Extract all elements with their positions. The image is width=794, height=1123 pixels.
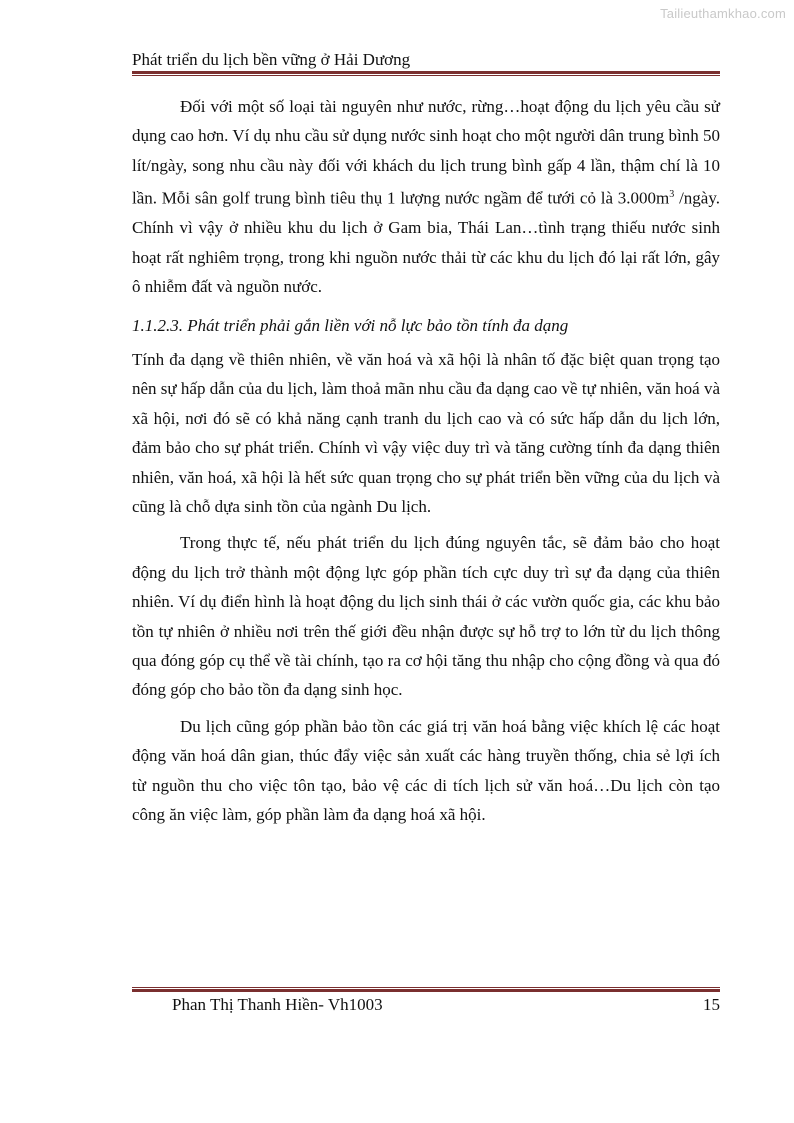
page-number: 15	[703, 995, 720, 1014]
superscript-exponent: 3	[669, 189, 675, 201]
running-header-title: Phát triển du lịch bền vững ở Hải Dương	[132, 50, 411, 69]
page-body	[132, 92, 720, 829]
paragraph-ecotourism: Trong thực tế, nếu phát triển du lịch đúng nguyên tắc, sẽ đảm bảo cho hoạt động du lịch trở thành một động lực góp phần tích cực duy trì sự đa dạng của thiên nhiên. Ví dụ điển hình là hoạt động du lịch sinh thái ở các vườn quốc gia, các khu bảo tồn tự nhiên ở nhiều nơi trên thế giới đều nhận được sự hỗ trợ to lớn từ du lịch thông qua đóng góp cụ thể về tài chính, tạo ra cơ hội tăng thu nhập cho cộng đồng và qua đó đóng góp cho bảo tồn đa dạng sinh học.	[132, 533, 720, 700]
footer-rule	[132, 987, 720, 992]
header-rule	[132, 71, 720, 76]
paragraph-culture: Du lịch cũng góp phần bảo tồn các giá trị văn hoá bằng việc khích lệ các hoạt động văn hoá dân gian, thúc đẩy việc sản xuất các hàng truyền thống, chia sẻ lợi ích từ nguồn thu cho việc tôn tạo, bảo vệ các di tích lịch sử văn hoá…Du lịch còn tạo công ăn việc làm, góp phần làm đa dạng hoá xã hội.	[132, 716, 720, 824]
paragraph-water-resources	[132, 92, 720, 302]
watermark-text: Tailieuthamkhao.com	[660, 6, 786, 21]
paragraph-water-resources-part2: /ngày. Chính vì vậy ở nhiều khu du lịch ở Gam bia, Thái Lan…tình trạng thiếu nước sinh hoạt rất nghiêm trọng, trong khi nguồn nước thải từ các khu du lịch đó lại rất lớn, gây ô nhiễm đất và nguồn nước.	[132, 188, 721, 297]
section-heading: 1.1.2.3. Phát triển phải gắn liền với nỗ lực bảo tồn tính đa dạng	[132, 315, 569, 335]
footer-author: Phan Thị Thanh Hiền- Vh1003	[172, 995, 383, 1014]
page-footer	[172, 995, 720, 1015]
paragraph-water-resources-part1: Đối với một số loại tài nguyên như nước, rừng…hoạt động du lịch yêu cầu sử dụng cao hơn. Ví dụ nhu cầu sử dụng nước sinh hoạt cho một người dân trung bình 50 lít/ngày, song nhu cầu này đối với khách du lịch trung bình gấp 4 lần, thậm chí là 10 lần. Mỗi sân golf trung bình tiêu thụ 1 lượng nước ngầm để tưới cỏ là 3.000m	[132, 97, 720, 208]
paragraph-diversity: Tính đa dạng về thiên nhiên, về văn hoá và xã hội là nhân tố đặc biệt quan trọng tạo nên sự hấp dẫn của du lịch, làm thoả mãn nhu cầu đa dạng cao về tự nhiên, văn hoá và xã hội, nơi đó sẽ có khả năng cạnh tranh du lịch cao và có sức hấp dẫn du lịch lớn, đảm bảo cho sự phát triển. Chính vì vậy việc duy trì và tăng cường tính đa dạng thiên nhiên, văn hoá, xã hội là hết sức quan trọng cho sự phát triển bền vững của du lịch và cũng là chỗ dựa sinh tồn của ngành Du lịch.	[132, 349, 720, 516]
